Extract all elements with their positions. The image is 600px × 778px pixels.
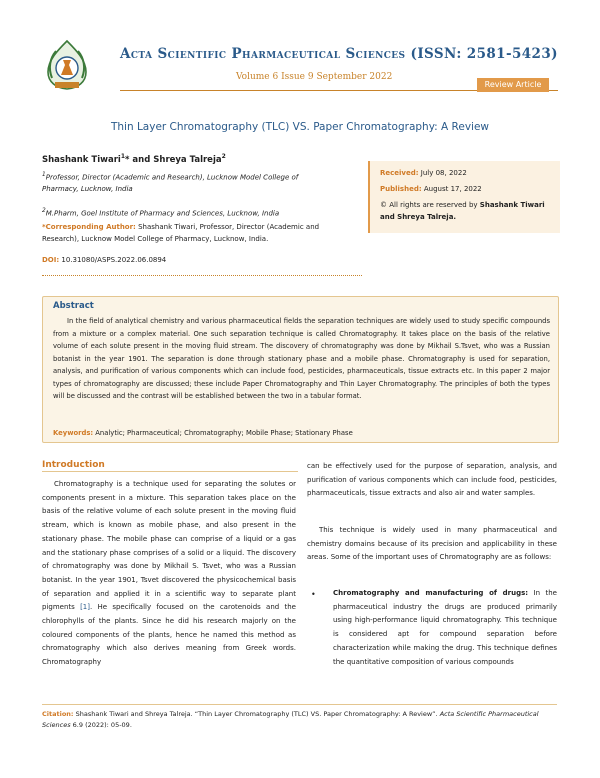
- keywords-value: Analytic; Pharmaceutical; Chromatography; Mobile Phase; Stationary Phase: [93, 429, 353, 437]
- journal-name: Acta Scientific Pharmaceutical Sciences (ISSN: 2581-5423): [120, 46, 558, 62]
- intro-text-part2: . He specifically focused on the carotenoids and the chlorophylls of the plants. Since he did his research majorly on the coloured components of the plants, hence he named this method as chromatography which also derives meaning from Greek words. Chromatography: [42, 603, 296, 667]
- published-label: Published:: [380, 185, 422, 193]
- citation-text: Shashank Tiwari and Shreya Talreja. “Thin Layer Chromatography (TLC) VS. Paper Chromatography: A Review”.: [73, 710, 440, 718]
- citation-end: 6.9 (2022): 05-09.: [70, 721, 132, 729]
- doi-label: DOI:: [42, 256, 60, 264]
- article-type-badge: Review Article: [477, 78, 549, 92]
- abstract-heading: Abstract: [53, 301, 94, 311]
- article-title: Thin Layer Chromatography (TLC) VS. Paper Chromatography: A Review: [110, 121, 490, 133]
- published-value: August 17, 2022: [421, 185, 482, 193]
- bullet-marker: •: [311, 590, 316, 599]
- received-label: Received:: [380, 169, 419, 177]
- right-paragraph-2: This technique is widely used in many pharmaceutical and chemistry domains because of its precision and applicability in these areas. Some of the important uses of Chromatography are as follows:: [307, 526, 557, 562]
- corresponding-author-label: *Corresponding Author:: [42, 223, 136, 231]
- author-1-affil: 1: [120, 153, 126, 160]
- bullet-title: Chromatography and manufacturing of drugs:: [333, 589, 529, 597]
- doi-value[interactable]: 10.31080/ASPS.2022.06.0894: [59, 256, 167, 264]
- copyright-authors: Shashank Tiwari and Shreya Talreja.: [380, 201, 545, 221]
- bullet-text: In the pharmaceutical industry the drugs are produced primarily using high-performance liquid chromatography. This technique is considered apt for compound separation before characterization while making the drug. This technique defines the quantitative composition of various compounds: [333, 589, 557, 666]
- right-paragraph-1: can be effectively used for the purpose of separation, analysis, and purification of various components which can include food, pesticides, pharmaceuticals, tissue extracts and also air and water samples.: [307, 462, 557, 498]
- author-2-affil: 2: [221, 153, 226, 160]
- author-1: Shashank Tiwari: [42, 154, 121, 165]
- volume-issue: Volume 6 Issue 9 September 2022: [236, 72, 393, 82]
- received-date: [380, 169, 467, 177]
- intro-text-part1: Chromatography is a technique used for separating the solutes or components present in a mixture. This separation takes place on the basis of the relative volume of each solute present in the moving fluid stream, which is known as mobile phase, and also present in the stationary phase. The mobile phase can comprise of a liquid or a gas and the stationary phase comprises of a solid or a liquid. The discovery of chromatography was done by Mikhail S. Tsvet, who was a Russian botanist. In the year 1901, Tsvet discovered the physicochemical basis of separation and applied it in a scientific way to separate plant pigments: [42, 480, 296, 612]
- published-date: [380, 185, 482, 193]
- affiliation-1-text: Professor, Director (Academic and Research), Lucknow Model College of Pharmacy, Lucknow, India: [42, 173, 299, 194]
- citation-footer: [42, 709, 557, 731]
- bullet-item: [333, 587, 557, 669]
- doi-divider: [42, 275, 362, 276]
- affiliation-2: [42, 205, 332, 219]
- keywords-line: [53, 429, 353, 437]
- keywords-label: Keywords:: [53, 429, 94, 437]
- received-value: July 08, 2022: [418, 169, 467, 177]
- author-1-star: *: [125, 154, 130, 165]
- footer-rule: [42, 704, 557, 705]
- author-2: Shreya Talreja: [153, 154, 222, 165]
- affiliation-2-text: M.Pharm, Goel Institute of Pharmacy and Sciences, Lucknow, India: [45, 209, 280, 218]
- author-conjunction: and: [129, 154, 154, 165]
- article-dates-box: [368, 161, 560, 233]
- affiliation-2-marker: 2: [42, 208, 46, 214]
- affiliation-1: [42, 169, 332, 195]
- corresponding-author-text: Shashank Tiwari, Professor, Director (Academic and Research), Lucknow Model College of Pharmacy, Lucknow, India.: [42, 223, 320, 243]
- introduction-rule: [42, 471, 298, 472]
- citation-label: Citation:: [42, 710, 74, 718]
- reference-link[interactable]: [1]: [80, 603, 90, 612]
- introduction-paragraph: [42, 478, 296, 670]
- introduction-heading: Introduction: [42, 460, 105, 470]
- copyright-note: [380, 199, 550, 223]
- abstract-box: [42, 296, 559, 443]
- citation-journal: Acta Scientific Pharmaceutical Sciences: [42, 710, 539, 729]
- journal-logo: [42, 38, 92, 92]
- copyright-text: © All rights are reserved by: [380, 201, 480, 209]
- corresponding-author: [42, 221, 342, 245]
- doi-line: [42, 256, 166, 264]
- author-line: [42, 153, 226, 165]
- affiliation-1-marker: 1: [42, 172, 46, 178]
- abstract-text: In the field of analytical chemistry and various pharmaceutical fields the separation techniques are widely used to study specific compounds from a mixture or a complex material. One such separation technique is called Chromatography. It takes place on the basis of the relative volume of each solute present in the moving fluid stream. The discovery of chromatography was done by Mikhail S.Tsvet, who was a Russian botanist in the year 1901. The separation is done through stationary phase and a mobile phase. Chromatography is used for separation, analysis, and purification of various components which can include food, pesticides, pharmaceuticals, tissue extracts etc. In this paper 2 major types of chromatography are discussed; these include Paper Chromatography and Thin Layer Chromatography. The principles of both the types will be discussed and the contrast will be established between the two in a tabular format.: [53, 317, 550, 400]
